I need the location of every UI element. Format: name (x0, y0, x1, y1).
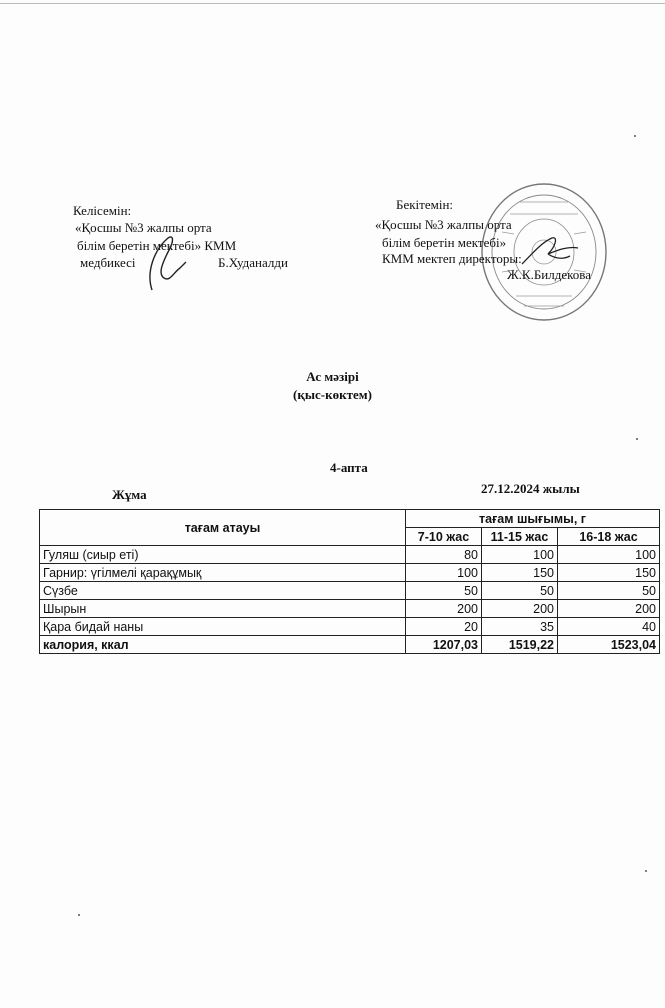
nurse-signature (140, 232, 190, 294)
day-label: Жұма (112, 487, 147, 502)
calorie-label: калория, ккал (40, 636, 406, 654)
portion-cell: 50 (406, 582, 482, 600)
approval-left-line2: білім беретін мектебі» КММ (77, 238, 237, 253)
table-row (40, 600, 660, 618)
table-row (40, 564, 660, 582)
approval-right-heading: Бекітемін: (396, 197, 454, 212)
approval-left-name: Б.Худаналди (218, 255, 288, 270)
table-header-row (40, 510, 660, 528)
portion-cell: 50 (558, 582, 660, 600)
age-group-header: 16-18 жас (558, 528, 660, 546)
week-label: 4-апта (330, 460, 368, 475)
portion-cell: 100 (406, 564, 482, 582)
dish-name: Қара бидай наны (40, 618, 406, 636)
portion-cell: 80 (406, 546, 482, 564)
portion-cell: 50 (482, 582, 558, 600)
table-row (40, 546, 660, 564)
portion-cell: 40 (558, 618, 660, 636)
calorie-total-row (40, 636, 660, 654)
approval-right-name: Ж.К.Билдекова (507, 267, 592, 282)
scan-speck (636, 438, 638, 440)
portion-cell: 200 (406, 600, 482, 618)
table-row (40, 582, 660, 600)
approval-left-line1: «Қосшы №3 жалпы орта (75, 220, 212, 235)
portion-cell: 150 (558, 564, 660, 582)
portion-header: тағам шығымы, г (406, 510, 660, 528)
portion-cell: 100 (482, 546, 558, 564)
table-row (40, 618, 660, 636)
portion-cell: 35 (482, 618, 558, 636)
approval-left-role: медбикесі (80, 255, 136, 270)
portion-cell: 100 (558, 546, 660, 564)
menu-table (39, 509, 660, 654)
scan-speck (78, 914, 80, 916)
portion-cell: 150 (482, 564, 558, 582)
dish-name-header: тағам атауы (40, 510, 406, 546)
portion-cell: 20 (406, 618, 482, 636)
calorie-value: 1519,22 (482, 636, 558, 654)
date-label: 27.12.2024 жылы (481, 481, 580, 496)
menu-title: Ас мәзірі (306, 369, 359, 384)
dish-name: Сүзбе (40, 582, 406, 600)
approval-right-line1: «Қосшы №3 жалпы орта (375, 217, 512, 232)
dish-name: Гуляш (сиыр еті) (40, 546, 406, 564)
calorie-value: 1523,04 (558, 636, 660, 654)
age-group-header: 11-15 жас (482, 528, 558, 546)
director-signature (518, 232, 582, 272)
portion-cell: 200 (558, 600, 660, 618)
dish-name: Шырын (40, 600, 406, 618)
dish-name: Гарнир: үгілмелі қарақұмық (40, 564, 406, 582)
approval-right-role: КММ мектеп директоры: (382, 251, 522, 266)
age-group-header: 7-10 жас (406, 528, 482, 546)
calorie-value: 1207,03 (406, 636, 482, 654)
scan-speck (634, 135, 636, 137)
scan-speck (645, 870, 647, 872)
portion-cell: 200 (482, 600, 558, 618)
page-top-edge (0, 3, 665, 4)
approval-left-heading: Келісемін: (73, 203, 132, 218)
approval-right-line2: білім беретін мектебі» (382, 235, 507, 250)
menu-season: (қыс-көктем) (293, 387, 372, 402)
